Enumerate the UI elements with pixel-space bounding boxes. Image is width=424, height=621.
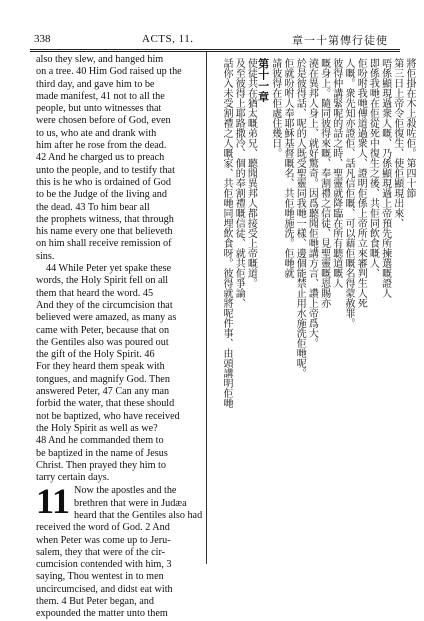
chinese-column: 將佢掛在木上殺咗佢。第四十節 xyxy=(404,58,415,198)
english-line: also they slew, and hanged him xyxy=(36,54,164,65)
english-line: heard that the Gentiles also had xyxy=(74,509,203,521)
english-line: came with Peter, because that on xyxy=(36,324,170,336)
chinese-column: 佢就吩咐人奉耶穌基督嘅名、共佢哋施洗。佢哋就 xyxy=(282,58,293,278)
english-line: Now the apostles and the xyxy=(74,485,177,497)
english-line: And they of the circumcision that xyxy=(36,299,173,311)
english-line: words, the Holy Spirit fell on all xyxy=(36,275,169,287)
header-rule xyxy=(30,49,400,50)
english-line: sins. xyxy=(36,250,55,262)
english-line: Christ. Then prayed they him to xyxy=(36,459,166,471)
english-line: the Holy Spirit as well as we? xyxy=(36,422,158,434)
english-line: uncircumcised, and didst eat with xyxy=(36,583,173,595)
english-line: not be baptized, who have received xyxy=(36,410,180,422)
chinese-title: 章一十第傳行徒使 xyxy=(292,34,388,47)
english-line: on him shall receive remission of xyxy=(36,238,172,250)
column-divider xyxy=(206,52,207,564)
english-line: on a tree. 40 Him God raised up the xyxy=(36,66,182,78)
chapter-lines xyxy=(36,522,202,620)
english-line: were chosen before of God, even xyxy=(36,115,171,127)
chinese-column: 嘅身上。隨同彼得來嘅、奉割禮之信徒、見聖靈嘅恩賜亦 xyxy=(318,58,330,308)
english-paragraph-1 xyxy=(36,54,202,263)
chinese-column: 佢吩咐我哋傳道過衆人、證明佢係上帝所立來審判生人死 xyxy=(355,58,367,308)
chinese-column: 彼得仲講緊呢的話之時、聖靈就降臨在所有聽道嘅人 xyxy=(330,58,342,288)
chinese-column: 及至彼得上耶路撒冷、個的奉割禮嘅信徒、就共佢爭論、 xyxy=(233,58,245,308)
english-line: them. 4 But Peter began, and xyxy=(36,596,154,608)
english-line: 48 And he commanded them to xyxy=(36,435,164,447)
english-line: the gift of the Holy Spirit. 46 xyxy=(36,349,155,361)
chinese-column: 請彼得在佢處住幾日。 xyxy=(269,58,281,158)
english-line: people, but unto witnesses that xyxy=(36,103,162,115)
chinese-column: 澆在異邦人身上、就好驚奇。因爲聽聞佢哋講方言、讚上帝爲大。 xyxy=(306,58,318,348)
chapter-number: 11 xyxy=(36,481,71,522)
page-number: 338 xyxy=(34,33,51,45)
english-line: expounded the matter unto them xyxy=(36,608,168,620)
english-line: the dead. 43 To him bear all xyxy=(36,201,150,213)
english-line: believed were amazed, as many as xyxy=(36,312,177,324)
english-line: 44 While Peter yet spake these xyxy=(46,263,172,275)
header-rule-second xyxy=(30,51,400,52)
english-line: saying, Thou wentest in to men xyxy=(36,571,164,583)
english-line: unto the people, and to testify that xyxy=(36,164,175,176)
chinese-column: 即係我哋在佢從死中復生之後、共佢同飲食嘅人、 xyxy=(367,58,379,278)
page-header xyxy=(34,33,396,47)
chinese-column: 唔係顯現過衆人嘅、乃係顯現過上帝預先所揀選嘅證人 xyxy=(379,58,391,298)
english-line: his name every one that believeth xyxy=(36,226,173,238)
chinese-column: 第十一章 xyxy=(256,58,270,102)
chinese-column: 人嘅。衆先知亦證佢、話凡信佢嘅、可以藉佢嘅名得蒙赦罪。 xyxy=(343,58,354,328)
english-line: tongues, and magnify God. Then xyxy=(36,373,170,385)
english-line: when Peter was come up to Jeru- xyxy=(36,534,171,546)
english-line: made manifest, 41 not to all the xyxy=(36,90,165,102)
english-line: 42 And he charged us to preach xyxy=(36,152,165,164)
english-line: received the word of God. 2 And xyxy=(36,522,170,534)
english-line: to be the Judge of the living and xyxy=(36,189,167,201)
english-chapter-11 xyxy=(36,481,203,620)
english-line: this is he who is ordained of God xyxy=(36,176,171,188)
chinese-column: 使徒共在猶太嘅弟兄、聽聞異邦人都接受上帝嘅道。 xyxy=(245,58,257,288)
english-line: the Gentiles also was poured out xyxy=(36,336,169,348)
english-line: brethren that were in Judæa xyxy=(74,497,187,509)
english-line: cumcision contended with him, 3 xyxy=(36,559,172,571)
running-head: ACTS, 11. xyxy=(142,33,194,45)
chinese-column: 於是彼得話、呢的人既受聖靈同我哋一樣、邊個能禁止用水施洗佢哋呢。 xyxy=(294,58,306,378)
english-line: third day, and gave him to be xyxy=(36,78,155,90)
english-line: the prophets witness, that through xyxy=(36,213,174,225)
chinese-column: 第三日上帝令佢復生、使佢顯現出來、 xyxy=(391,58,403,228)
english-column xyxy=(36,54,202,621)
english-line: tarry certain days. xyxy=(36,472,110,484)
english-line: answered Peter, 47 Can any man xyxy=(36,386,170,398)
english-line: salem, they that were of the cir- xyxy=(36,546,166,558)
english-line: For they heard them speak with xyxy=(36,361,165,373)
chinese-column: 話你入未受割禮之人嘅家、共佢哋同埋飲食呀。彼得就將呢件事、由頭講明佢哋 xyxy=(221,58,232,408)
english-line: them that heard the word. 45 xyxy=(36,287,154,299)
english-line: him after he rose from the dead. xyxy=(36,140,167,152)
english-line: be baptized in the name of Jesus xyxy=(36,447,168,459)
english-line: forbid the water, that these should xyxy=(36,398,175,410)
english-paragraph-2 xyxy=(36,263,202,484)
english-line: to us, who ate and drank with xyxy=(36,127,157,139)
